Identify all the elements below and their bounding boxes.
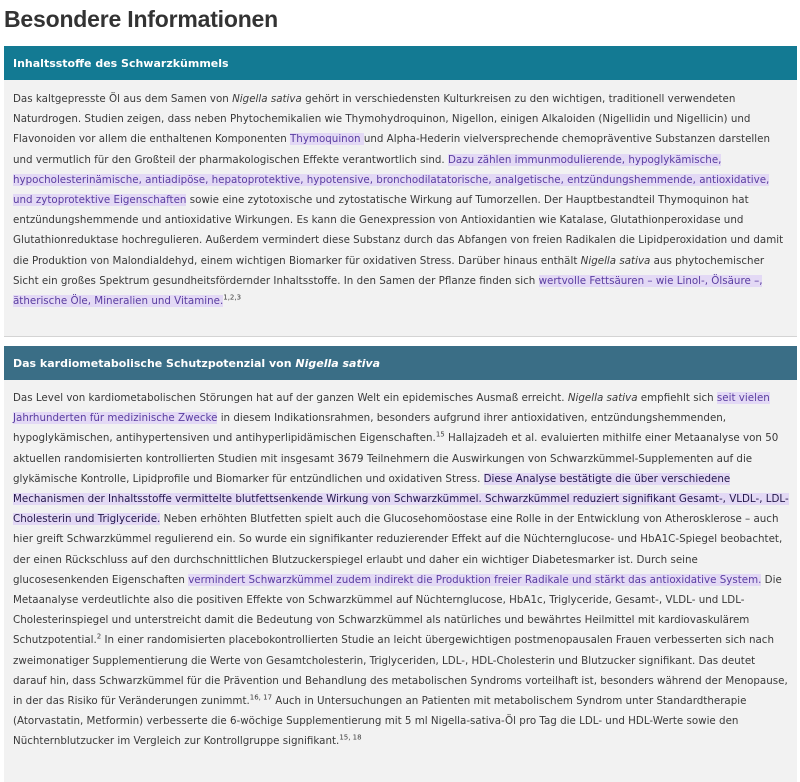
- section-cardiometabolic-paragraph: [13, 388, 789, 752]
- text-run: Die Metaanalyse verdeutlichte also die positiven Effekte von Schwarzkümmel auf Nüchternglucose, HbA1c, Triglyceride, Gesamt-, VLDL- und LDL-Cholesterinspiegel und unterstreicht damit die Bedeutung von Schwarzkümmel als natürliches und bewährtes Heilmittel mit kardiovaskulärem Schutzpotential.: [13, 573, 782, 647]
- reference-superscript: 1,2,3: [223, 293, 242, 302]
- section-cardiometabolic-body: [4, 380, 797, 752]
- species-name: Nigella sativa: [567, 392, 638, 404]
- text-run: In einer randomisierten placebokontrollierten Studie an leicht übergewichtigen postmenopausalen Frauen verbesserten sich nach zweimonatiger Supplementierung die Werte von Gesamtcholesterin, Triglyceriden, LDL-, HDL-Cholesterin und Blutzucker signifikant. Das deutet darauf hin, dass Schwarzkümmel für die Prävention und Behandlung des metabolischen Syndroms vorteilhaft ist, besonders während der Menopause, in der das Risiko für Veränderungen zunimmt.: [13, 634, 788, 708]
- section-cardiometabolic-header: [4, 346, 797, 380]
- section-cardiometabolic: [4, 346, 797, 782]
- page-title: Besondere Informationen: [4, 6, 278, 32]
- text-run: gehört in verschiedensten Kulturkreisen zu den wichtigen, traditionell verwendeten Naturdrogen. Studien zeigen, dass neben Phytochemikalien wie Thymohydroquinon, Nigellon, einigen Alkaloiden (Nigellidin und Nigellicin) und Flavonoiden vor allem die enthaltenen Komponenten: [13, 93, 751, 146]
- text-run: empfiehlt sich: [637, 392, 717, 404]
- reference-superscript: 2: [96, 633, 102, 642]
- section-ingredients-header: [4, 46, 797, 80]
- reference-superscript: 15: [435, 430, 445, 439]
- text-run: aus phytochemischer Sicht ein großes Spektrum gesundheitsfördernder Inhaltsstoffe. In den Samen der Pflanze finden sich: [13, 254, 765, 287]
- text-run: Das Level von kardiometabolischen Störungen hat auf der ganzen Welt ein epidemisches Ausmaß erreicht.: [13, 392, 568, 404]
- highlight-centuries: seit vielen Jahrhunderten für medizinische Zwecke: [13, 392, 770, 425]
- section-cardiometabolic-title: [13, 357, 380, 370]
- section-ingredients-body: [4, 80, 797, 311]
- text-run: Auch in Untersuchungen an Patienten mit metabolischem Syndrom unter Standardtherapie (Atorvastatin, Metformin) verbesserte die 6-wöchige Supplementierung mit 5 ml Nigella-sativa-Öl pro Tag die LDL- und HDL-Werte sowie den Nüchternblutzucker im Vergleich zur Kontrollgruppe signifikant.: [13, 695, 747, 748]
- highlight-thymoquinon: Thymoquinon: [290, 133, 364, 146]
- title-species-name: Nigella sativa: [295, 356, 381, 370]
- highlight-radicals: vermindert Schwarzkümmel zudem indirekt die Produktion freier Radikale und stärkt das antioxidative System.: [188, 573, 762, 586]
- text-run: Neben erhöhten Blutfetten spielt auch die Glucosehomöostase eine Rolle in der Entwicklung von Atherosklerose – auch hier greift Schwarzkümmel regulierend ein. So wurde ein signifikanter reduzierender Effekt auf die Nüchternglucose- und HbA1C-Spiegel beobachtet, der einen Rückschluss auf den durchschnittlichen Blutzuckerspiegel erlaubt und daher ein wichtiger Diabetesmarker ist. Durch seine glucosesenkenden Eigenschaften: [13, 513, 783, 586]
- highlight-analysis: Diese Analyse bestätigte die über verschiedene Mechanismen der Inhaltsstoffe vermittelte blutfettsenkende Wirkung von Schwarzkümmel. Schwarzkümmel reduziert signifikant Gesamt-, VLDL-, LDL-Cholesterin und Triglyceride.: [13, 472, 789, 526]
- text-run: sowie eine zytotoxische und zytostatische Wirkung auf Tumorzellen. Der Hauptbestandteil Thymoquinon hat entzündungshemmende und antioxidative Wirkungen. Es kann die Genexpression von Antioxidantien wie Katalase, Glutathionperoxidase und Glutathionreduktase hochregulieren. Außerdem vermindert diese Substanz durch das Abfangen von freien Radikalen die Lipidperoxidation und damit die Produktion von Malondialdehyd, einem wichtigen Biomarker für oxidativen Stress. Darüber hinaus enthält: [13, 194, 784, 267]
- text-run: Das kaltgepresste Öl aus dem Samen von: [13, 93, 233, 105]
- title-text: Das kardiometabolische Schutzpotenzial von: [13, 356, 296, 370]
- species-name: Nigella sativa: [232, 93, 302, 105]
- highlight-properties: Dazu zählen immunmodulierende, hypoglykämische, hypocholesterinämische, antiadipöse, hepatoprotektive, hypotensive, bronchodilatatorische, analgetische, entzündungshemmende, antioxidative, und zytoprotektive Eigenschaften: [13, 153, 770, 207]
- reference-superscript: 16, 17: [249, 693, 273, 702]
- text-run: Hallajzadeh et al. evaluierten mithilfe einer Metaanalyse von 50 aktuellen randomisierten kontrollierten Studien mit insgesamt 3679 Teilnehmern die Auswirkungen von Schwarzkümmel-Supplementen auf die glykämische Kontrolle, Lipidprofile und Biomarker für entzündlichen und oxidativen Stress.: [13, 432, 779, 485]
- text-run: in diesem Indikationsrahmen, besonders aufgrund ihrer antioxidativen, entzündungshemmenden, hypoglykämischen, antihypertensiven und antihyperlipidämischen Eigenschaften.: [13, 412, 727, 445]
- section-ingredients-paragraph: [13, 89, 789, 311]
- text-run: und Alpha-Hederin vielversprechende chemopräventive Substanzen darstellen und vermutlich für den Großteil der pharmakologischen Effekte verantwortlich sind.: [13, 133, 771, 166]
- section-ingredients: [4, 46, 797, 337]
- highlight-fatty-acids: wertvolle Fettsäuren – wie Linol-, Ölsäure –, ätherische Öle, Mineralien und Vitamine.: [13, 274, 763, 308]
- reference-superscript: 15, 18: [339, 734, 362, 743]
- species-name: Nigella sativa: [580, 254, 651, 267]
- section-ingredients-title: Inhaltsstoffe des Schwarzkümmels: [13, 56, 229, 70]
